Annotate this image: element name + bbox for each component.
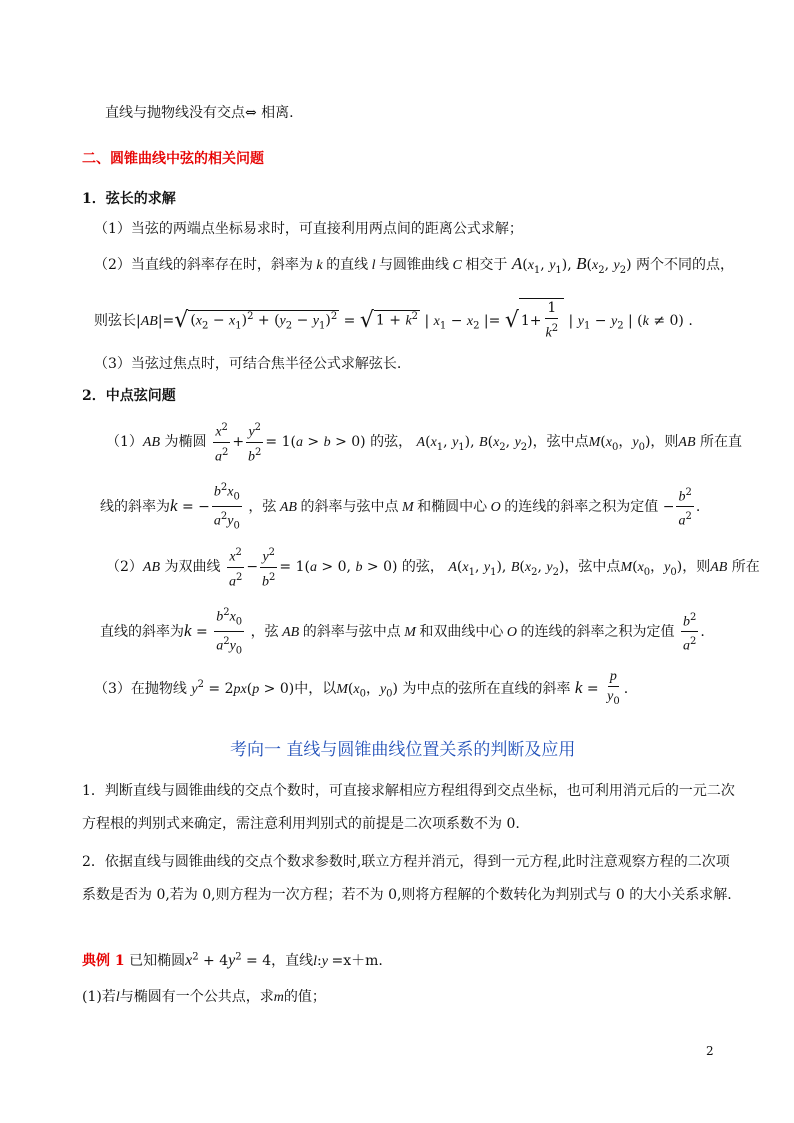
example-label: 典例 1 xyxy=(82,953,125,969)
midpoint-ellipse-line1: （1）AB 为椭圆 $\frac{x^2}{a^2}$ + $\frac{y^2}{b^2}$ = 1(a > b > 0) 的弦， $A(x_1$, $y_1$), $B(x_2$, $y_2$)，弦中点$M(x_0$，$y_0$)，则AB 所在直 xyxy=(106,418,742,466)
section-2-title: 二、圆锥曲线中弦的相关问题 xyxy=(82,151,264,167)
paragraph-1-line1: 1．判断直线与圆锥曲线的交点个数时，可直接求解相应方程组得到交点坐标，也可利用消元后的一元二次 xyxy=(82,783,735,799)
chord-item-2: （2）当直线的斜率存在时，斜率为 k 的直线 l 与圆锥曲线 C 相交于 $A(x_1$, $y_1$), $B(x_2$, $y_2$) 两个不同的点， xyxy=(94,254,735,276)
midpoint-hyperbola-line2: 直线的斜率为k = $\frac{b^2x_0}{a^2y_0}$ ，弦 AB 的斜率与弦中点 M 和双曲线中心 O 的连线的斜率之积为定值 $\frac{b^2}{a^2}$ . xyxy=(100,603,705,661)
midpoint-parabola: （3）在抛物线 $y^2 = 2px(p > 0)$中，以$M(x_0$，$y_0$) 为中点的弦所在直线的斜率 k = $\frac{p}{y_0}$ . xyxy=(94,669,629,707)
subsection-2-title: 2．中点弦问题 xyxy=(82,388,176,404)
paragraph-2-line1: 2．依据直线与圆锥曲线的交点个数求参数时,联立方程并消元，得到一元方程,此时注意观察方程的二次项 xyxy=(82,854,730,870)
paragraph-1-line2: 方程根的判别式来确定，需注意利用判别式的前提是二次项系数不为 0. xyxy=(82,816,520,832)
chord-item-1: （1）当弦的两端点坐标易求时，可直接利用两点间的距离公式求解； xyxy=(94,221,523,237)
intro-line: 直线与抛物线没有交点⇔ 相离. xyxy=(105,105,294,121)
midpoint-ellipse-line2: 线的斜率为k = − $\frac{b^2x_0}{a^2y_0}$ ，弦 AB 的斜率与弦中点 M 和椭圆中心 O 的连线的斜率之积为定值 − $\frac{b^2}{a^2}$ . xyxy=(100,478,700,536)
subsection-1-title: 1．弦长的求解 xyxy=(82,191,176,207)
page-number: 2 xyxy=(706,1044,714,1058)
example-1: 典例 1 已知椭圆$x^2 + 4y^2 = 4$，直线l:y =x＋m. xyxy=(82,951,383,969)
chord-length-formula: 则弦长|AB|=√ $(x_2 - x_1)^2 + (y_2 - y_1)^2$ = √ $1 + k^2$ | $x_1 - x_2$ |= √ 1+ $\frac{1}{k^2}$ | $y_1 - y_2$ | (k ≠ 0) . xyxy=(94,300,693,341)
chord-item-3: （3）当弦过焦点时，可结合焦半径公式求解弦长. xyxy=(94,356,402,372)
midpoint-hyperbola-line1: （2）AB 为双曲线 $\frac{x^2}{a^2}$ − $\frac{y^2}{b^2}$ = 1(a > 0, b > 0) 的弦， $A(x_1$, $y_1$), $B(x_2$, $y_2$)，弦中点$M(x_0$，$y_0$)，则AB 所在 xyxy=(106,543,760,591)
paragraph-2-line2: 系数是否为 0,若为 0,则方程为一次方程；若不为 0,则将方程解的个数转化为判别式与 0 的大小关系求解. xyxy=(82,887,732,903)
section-heading: 考向一 直线与圆锥曲线位置关系的判断及应用 xyxy=(230,740,576,760)
example-1-question-1: (1)若l与椭圆有一个公共点，求m的值； xyxy=(82,989,326,1005)
